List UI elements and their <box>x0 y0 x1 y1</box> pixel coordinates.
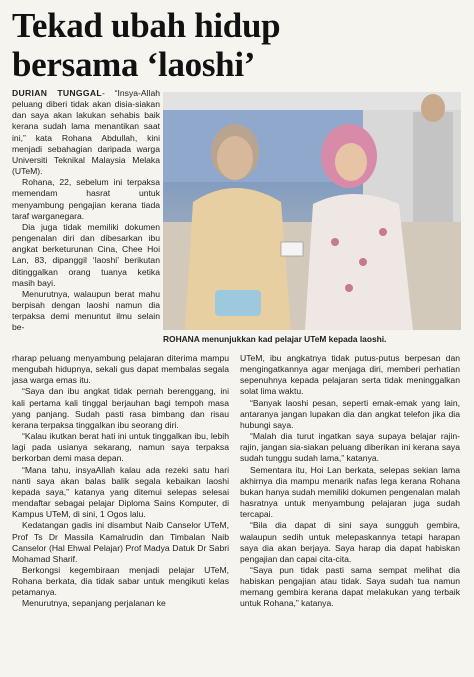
headline <box>12 6 312 84</box>
article-paragraph: Berkongsi kegembiraan menjadi pelajar UTeM, Rohana berkata, dia tidak sabar untuk mengikuti kelas petamanya. <box>12 564 229 598</box>
article-paragraph: “Saya pun tidak pasti sama sempat melihat dia habiskan pengajian atau tidak. Saya sudah tua namun memang gembira kerana dapat melakukan yang terbaik untuk Rohana,” katanya. <box>240 564 460 609</box>
news-photo <box>163 92 461 330</box>
article-paragraph: “Banyak laoshi pesan, seperti emak-emak yang lain, antaranya jangan lupakan dia dan angkat telefon jika dia hubungi saya. <box>240 397 460 430</box>
article-paragraph: Kedatangan gadis ini disambut Naib Canselor UTeM, Prof Ts Dr Massila Kamalrudin dan Timbalan Naib Canselor (Hal Ehwal Pelajar) Prof Madya Datuk Dr Sabri Mohamad Sharif. <box>12 520 229 564</box>
article-paragraph: “Bila dia dapat di sini saya sungguh gembira, walaupun sedih untuk melepaskannya tetapi harapan saya dia akan berjaya. Saya harap dia dapat habiskan pengajian dan capai cita-cita. <box>240 520 460 564</box>
headline-line-1: Tekad ubah hidup <box>12 6 281 45</box>
dateline: DURIAN TUNGGAL <box>12 88 102 98</box>
photo-caption: ROHANA menunjukkan kad pelajar UTeM kepada laoshi. <box>163 334 387 344</box>
photo-illustration <box>163 92 461 330</box>
article-paragraph: Sementara itu, Hoi Lan berkata, selepas sekian lama akhirnya dia mampu menarik nafas lega kerana Rohana bukan hanya sudah memiliki dokumen pengenalan malah hasratnya untuk menyambung pelajaran juga sudah tercapai. <box>240 464 460 520</box>
article-paragraph: Menurutnya, walaupun berat mahu berpisah dengan laoshi namun dia terpaksa demi menuntut ilmu selain be- <box>12 288 160 333</box>
article-paragraph: Menurutnya, sepanjang perjalanan ke <box>22 598 166 609</box>
article-lead-paragraph <box>12 88 160 177</box>
article-paragraph: Rohana, 22, sebelum ini terpaksa memendam hasrat untuk menyambung pengajian kerana tiada taraf warganegara. <box>12 177 160 221</box>
article-column-3 <box>240 353 460 671</box>
article-paragraph: “Mana tahu, insyaAllah kalau ada rezeki satu hari nanti saya akan balas balik segala kebaikan laoshi kepada saya,” katanya yang ditemui selepas selesai mendaftar sebagai pelajar Diploma Sains Komputer, di Kampus UTeM, di sini, 1 Ogos lalu. <box>12 464 229 520</box>
article-paragraph: “Malah dia turut ingatkan saya supaya belajar rajin-rajin, jangan sia-siakan peluang diberikan ini kerana saya sudah tunggu sudah lama,” katanya. <box>240 431 460 464</box>
lead-text: - “Insya-Allah peluang diberi tidak akan disia-siakan dan saya akan lakukan sehabis baik kerana sudah lama menantikan saat ini,” kata Rohana Abdullah, kini menjadi sebahagian daripada warga Universiti Teknikal Malaysia Melaka (UTeM). <box>12 88 160 177</box>
headline-line-2: bersama ‘laoshi’ <box>12 45 256 84</box>
article-paragraph: UTeM, ibu angkatnya tidak putus-putus berpesan dan mengingatkannya agar menjaga diri, memberi perhatian sepenuhnya kepada pelajaran serta tidak meninggalkan solat lima waktu. <box>240 353 460 397</box>
article-paragraph: “Saya dan ibu angkat tidak pernah berenggang, ini kali pertama kali tinggal berjauhan bagi tempoh masa yang panjang. Sudah pasti rasa bimbang dan risau kerana terpaksa tinggalkan ibu seorang diri. <box>12 386 229 430</box>
article-paragraph: “Kalau ikutkan berat hati ini untuk tinggalkan ibu, lebih lagi pada usianya sekarang, namun saya terpaksa berkorban demi masa depan. <box>12 431 229 464</box>
article-paragraph: rharap peluang menyambung pelajaran diterima mampu mengubah hidupnya, sekali gus dapat membalas segala jasa warga emas itu. <box>12 353 229 386</box>
article-paragraph: Dia juga tidak memiliki dokumen pengenalan diri dan dibesarkan ibu angkat berketurunan Cina, Chee Hoi Lan, 83, dipanggil ‘laoshi’ berikutan ditinggalkan orang tuanya ketika masih bayi. <box>12 221 160 288</box>
article-column-1 <box>12 88 160 354</box>
article-column-2 <box>12 353 229 671</box>
